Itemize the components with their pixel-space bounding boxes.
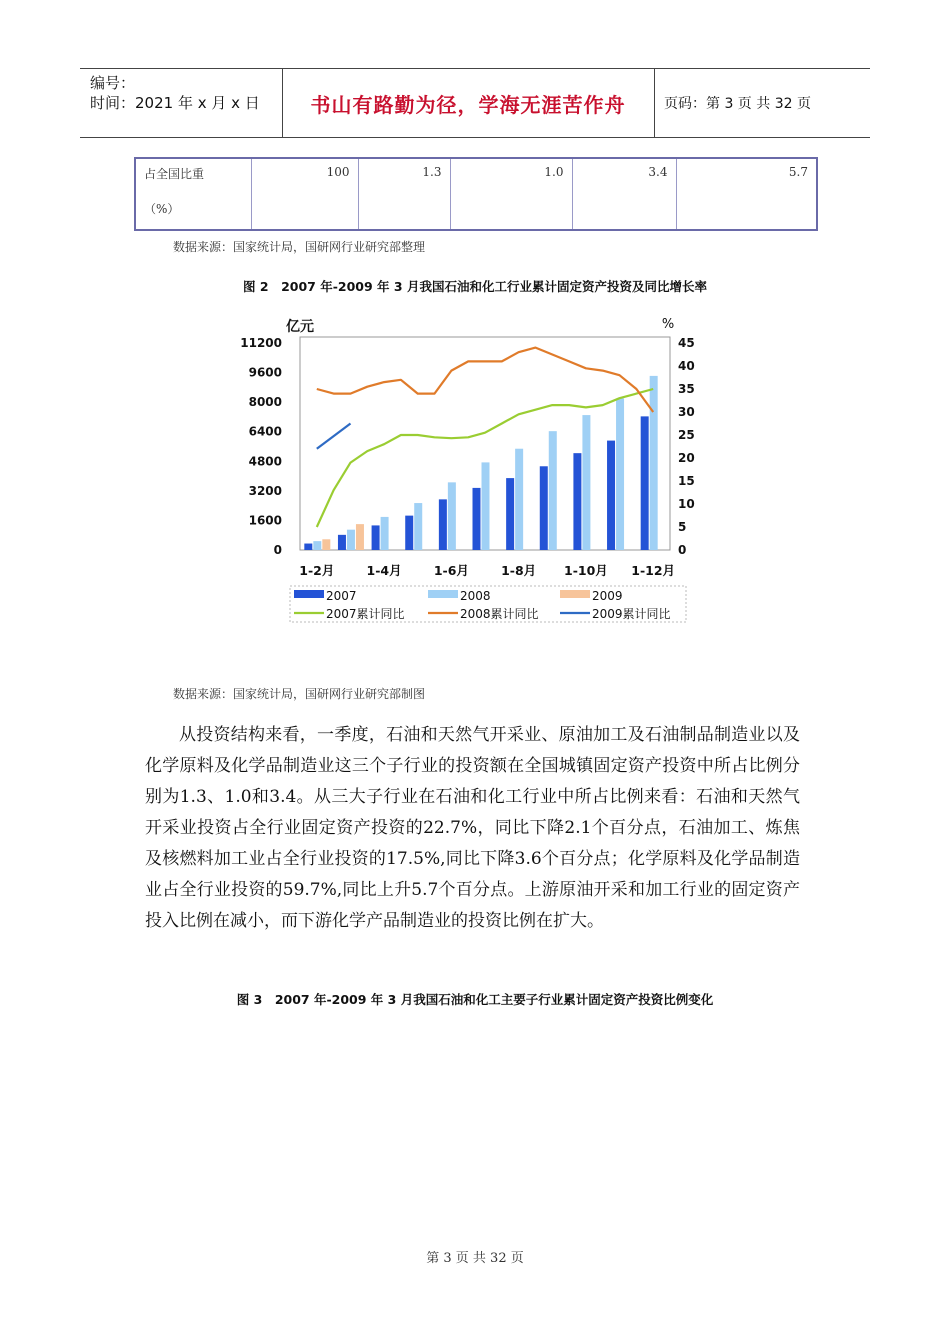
y-left-tick-label: 1600 bbox=[248, 513, 282, 528]
y-right-tick-label: 20 bbox=[678, 451, 695, 465]
y-right-tick-label: 40 bbox=[678, 359, 695, 373]
bar-2007 bbox=[607, 441, 615, 550]
bar-2009 bbox=[322, 539, 330, 550]
doc-date-label: 时间：2021 年 x 月 x 日 bbox=[90, 94, 260, 112]
y-right-tick-label: 45 bbox=[678, 336, 695, 350]
y-left-tick-label: 11200 bbox=[240, 336, 282, 350]
legend-label: 2008累计同比 bbox=[460, 607, 539, 621]
legend-label: 2008 bbox=[460, 589, 491, 603]
page-header bbox=[80, 68, 870, 138]
header-page-number: 页码：第 3 页 共 32 页 bbox=[664, 96, 811, 112]
bar-2007 bbox=[573, 453, 581, 550]
x-tick-label: 1-4月 bbox=[366, 563, 402, 578]
bar-2007 bbox=[338, 535, 346, 550]
y-right-tick-label: 25 bbox=[678, 428, 695, 442]
bar-2007 bbox=[473, 488, 481, 550]
y-left-unit: 亿元 bbox=[286, 319, 314, 335]
header-meta bbox=[90, 73, 260, 113]
y-right-tick-label: 15 bbox=[678, 474, 695, 488]
x-tick-label: 1-2月 bbox=[299, 563, 335, 578]
table-row-label bbox=[135, 158, 251, 230]
y-right-unit: % bbox=[661, 317, 675, 332]
bar-2007 bbox=[304, 544, 312, 550]
bar-2008 bbox=[482, 462, 490, 550]
legend-swatch bbox=[294, 590, 324, 598]
legend-swatch bbox=[560, 590, 590, 598]
share-table bbox=[134, 157, 818, 231]
table-cell: 1.0 bbox=[450, 158, 572, 230]
row-label-line2: （%） bbox=[144, 202, 180, 216]
investment-chart bbox=[230, 310, 700, 628]
bar-2008 bbox=[381, 517, 389, 550]
bar-2008 bbox=[414, 503, 422, 550]
legend-label: 2007累计同比 bbox=[326, 607, 405, 621]
bar-2007 bbox=[439, 499, 447, 550]
y-right-tick-label: 10 bbox=[678, 497, 695, 511]
data-source-note: 数据来源：国家统计局，国研网行业研究部整理 bbox=[173, 240, 426, 254]
page-footer: 第 3 页 共 32 页 bbox=[426, 1251, 524, 1266]
legend-label: 2007 bbox=[326, 589, 357, 603]
y-left-tick-label: 6400 bbox=[248, 424, 282, 439]
y-right-tick-label: 30 bbox=[678, 405, 695, 419]
y-right-tick-label: 0 bbox=[678, 543, 687, 557]
figure-3-caption: 图 3 2007 年-2009 年 3 月我国石油和化工主要子行业累计固定资产投资比例变化 bbox=[236, 992, 714, 1007]
bar-2008 bbox=[347, 530, 355, 550]
bar-2008 bbox=[582, 415, 590, 550]
x-tick-label: 1-10月 bbox=[564, 563, 608, 578]
y-right-tick-label: 5 bbox=[678, 520, 687, 534]
legend-label: 2009 bbox=[592, 589, 623, 603]
header-motto: 书山有路勤为径，学海无涯苦作舟 bbox=[310, 93, 626, 117]
header-divider bbox=[654, 69, 655, 137]
x-tick-label: 1-8月 bbox=[501, 563, 537, 578]
doc-code-label: 编号： bbox=[90, 74, 136, 92]
bar-2007 bbox=[372, 525, 380, 550]
table-cell: 1.3 bbox=[358, 158, 450, 230]
x-tick-label: 1-6月 bbox=[433, 563, 469, 578]
bar-2008 bbox=[448, 482, 456, 550]
table-cell: 100 bbox=[251, 158, 358, 230]
table-cell: 3.4 bbox=[572, 158, 676, 230]
bar-2008 bbox=[650, 376, 658, 550]
figure-2-caption: 图 2 2007 年-2009 年 3 月我国石油和化工行业累计固定资产投资及同比增长率 bbox=[243, 279, 707, 294]
table-row bbox=[135, 158, 817, 230]
body-paragraph: 从投资结构来看，一季度，石油和天然气开采业、原油加工及石油制品制造业以及化学原料及化学品制造业这三个子行业的投资额在全国城镇固定资产投资中所占比例分别为1.3、1.0和3.4。从三大子行业在石油和化工行业中所占比例来看：石油和天然气开采业投资占全行业固定资产投资的22.7%，同比下降2.1个百分点，石油加工、炼焦及核燃料加工业占全行业投资的17.5%,同比下降3.6个百分点；化学原料及化学品制造业占全行业投资的59.7%,同比上升5.7个百分点。上游原油开采和加工行业的固定资产投入比例在减小，而下游化学产品制造业的投资比例在扩大。 bbox=[145, 725, 800, 931]
bar-2008 bbox=[515, 449, 523, 550]
y-right-tick-label: 35 bbox=[678, 382, 695, 396]
bar-2009 bbox=[356, 524, 364, 550]
row-label-line1: 占全国比重 bbox=[144, 167, 205, 181]
table-cell: 5.7 bbox=[676, 158, 817, 230]
x-tick-label: 1-12月 bbox=[631, 563, 676, 578]
bar-2008 bbox=[616, 398, 624, 550]
bar-2007 bbox=[641, 416, 649, 550]
y-left-tick-label: 8000 bbox=[248, 395, 282, 410]
bar-2007 bbox=[540, 466, 548, 550]
bar-2007 bbox=[506, 478, 514, 550]
bar-2007 bbox=[405, 516, 413, 550]
legend-swatch bbox=[428, 590, 458, 598]
data-source-note: 数据来源：国家统计局，国研网行业研究部制图 bbox=[173, 687, 426, 701]
y-left-tick-label: 9600 bbox=[248, 365, 282, 380]
bar-2008 bbox=[313, 541, 321, 550]
bar-2008 bbox=[549, 431, 557, 550]
y-left-tick-label: 3200 bbox=[248, 483, 282, 498]
y-left-tick-label: 0 bbox=[273, 543, 282, 557]
y-left-tick-label: 4800 bbox=[248, 454, 282, 469]
legend-label: 2009累计同比 bbox=[592, 607, 671, 621]
